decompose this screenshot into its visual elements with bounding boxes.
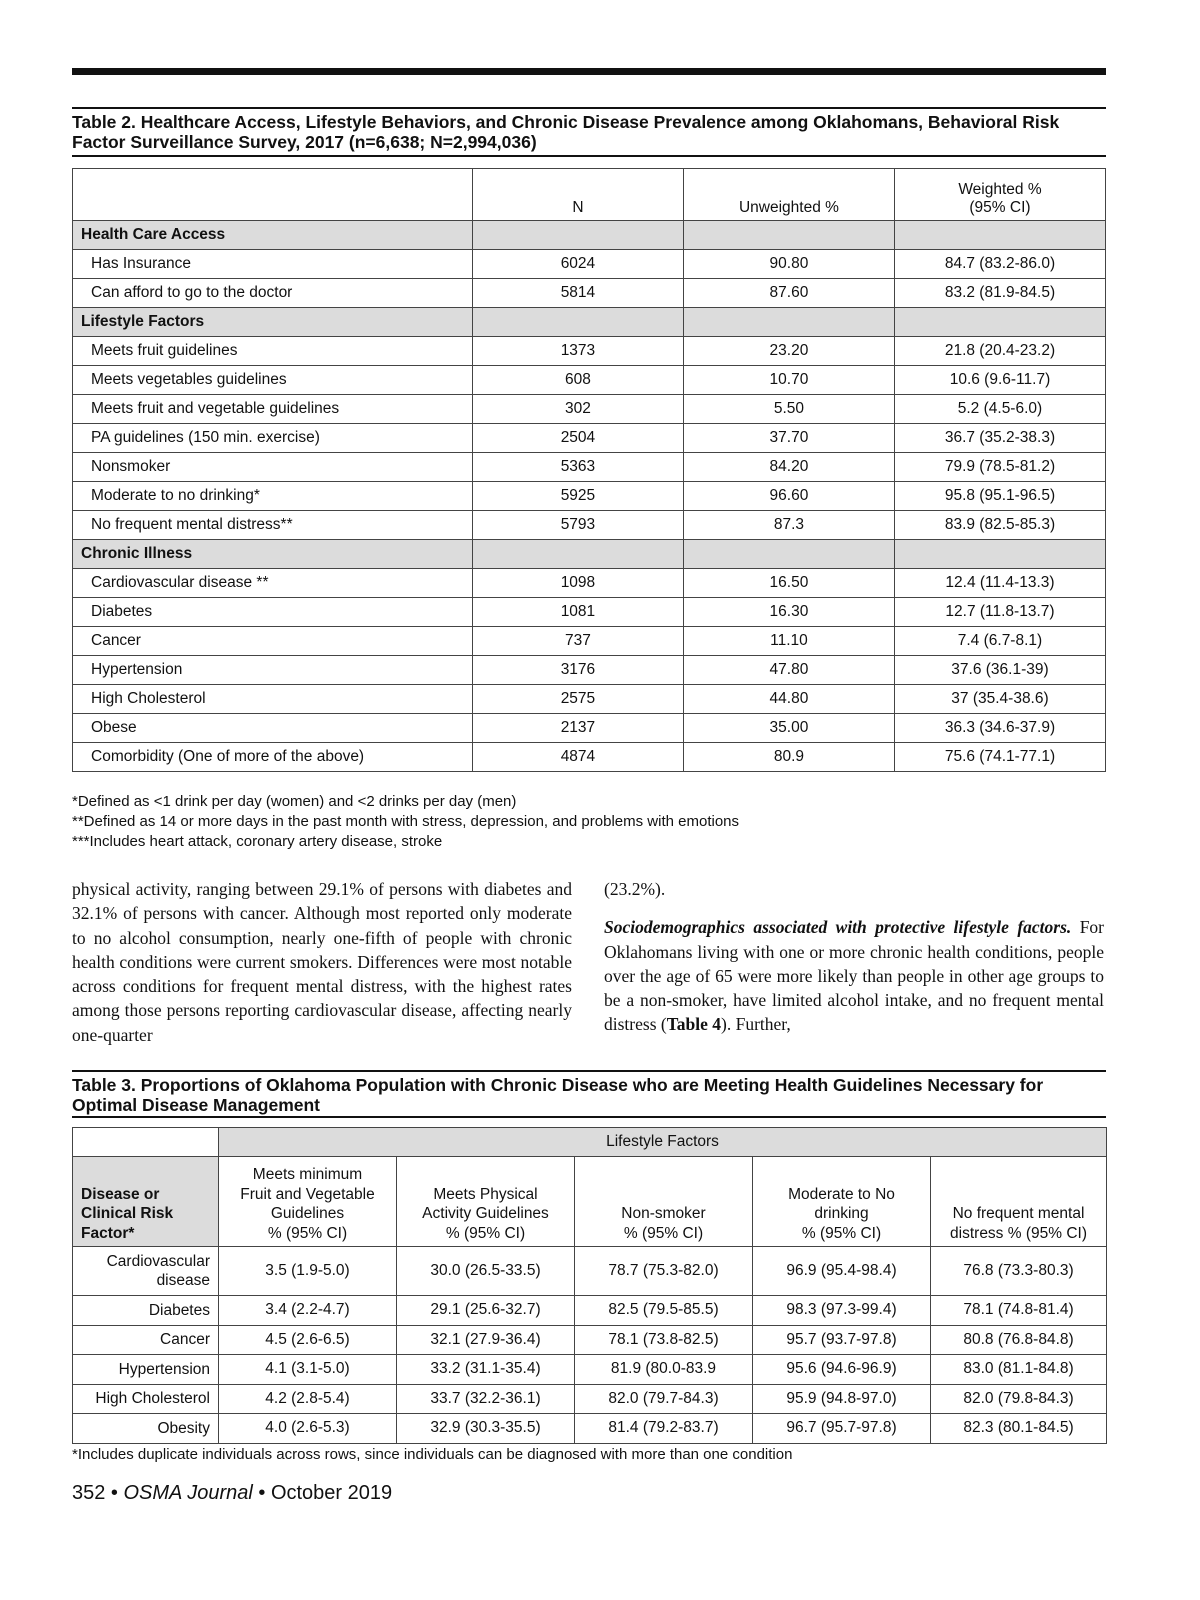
body-paragraph-end: (23.2%).: [604, 879, 666, 899]
table2-cell: 83.9 (82.5-85.3): [894, 511, 1105, 540]
table2-header-blank: [73, 169, 473, 221]
table3: [72, 1127, 1107, 1444]
table2-cell: 5925: [472, 482, 683, 511]
body-paragraph: physical activity, ranging between 29.1% of persons with diabetes and 32.1% of persons with cancer. Although most reported only moderate to no alcohol consumption, nearly one-fifth of people with chronic health conditions were current smokers. Differences were most notable across conditions for frequent mental distress, with the highest rates among those persons reporting cardiovascular disease, affecting nearly one-quarter: [72, 879, 572, 1045]
table3-cell: 4.2 (2.8-5.4): [219, 1384, 397, 1414]
table2-cell: 87.3: [683, 511, 894, 540]
table2-section-blank: [683, 221, 894, 250]
table3-cell: 4.1 (3.1-5.0): [219, 1355, 397, 1385]
table3-column-header: Meets minimum Fruit and Vegetable Guidelines % (95% CI): [219, 1157, 397, 1247]
page-number: 352: [72, 1482, 106, 1504]
table3-column-header: Non-smoker % (95% CI): [575, 1157, 753, 1247]
table2-cell: 12.4 (11.4-13.3): [894, 569, 1105, 598]
table2-cell: 90.80: [683, 250, 894, 279]
table2-title: Table 2. Healthcare Access, Lifestyle Behaviors, and Chronic Disease Prevalence among Oklahomans, Behavioral Risk Factor Surveillance Survey, 2017 (n=6,638; N=2,994,036): [72, 107, 1106, 157]
table2-row-label: Comorbidity (One of more of the above): [73, 743, 473, 772]
table-row: [73, 1414, 1107, 1444]
table2-section-title: Health Care Access: [73, 221, 473, 250]
table2-notes: [72, 792, 1106, 852]
table3-column-header: No frequent mental distress % (95% CI): [931, 1157, 1107, 1247]
table2-row-label: Moderate to no drinking*: [73, 482, 473, 511]
table2-cell: 87.60: [683, 279, 894, 308]
table3-cell: 81.4 (79.2-83.7): [575, 1414, 753, 1444]
table2-row-label: Obese: [73, 714, 473, 743]
table3-cell: 30.0 (26.5-33.5): [397, 1247, 575, 1296]
issue-date: October 2019: [270, 1482, 393, 1504]
table3-cell: 78.1 (73.8-82.5): [575, 1325, 753, 1355]
table3-row-header: Disease or Clinical Risk Factor*: [73, 1157, 219, 1247]
table2-cell: 1081: [472, 598, 683, 627]
table3-cell: 3.4 (2.2-4.7): [219, 1296, 397, 1326]
table4-reference: Table 4: [666, 1014, 722, 1035]
table-row: [73, 1247, 1107, 1296]
table3-cell: 76.8 (73.3-80.3): [931, 1247, 1107, 1296]
table3-cell: 98.3 (97.3-99.4): [753, 1296, 931, 1326]
table3-row-label: Diabetes: [73, 1296, 219, 1326]
table2-section-blank: [472, 308, 683, 337]
table2-note: *Defined as <1 drink per day (women) and <2 drinks per day (men): [72, 793, 517, 810]
table2-cell: 10.70: [683, 366, 894, 395]
table2-header-weighted: Weighted % (95% CI): [894, 169, 1105, 221]
table2-cell: 3176: [472, 656, 683, 685]
table2-cell: 302: [472, 395, 683, 424]
table3-cell: 33.7 (32.2-36.1): [397, 1384, 575, 1414]
table-row: [73, 395, 1106, 424]
table2-section-blank: [683, 308, 894, 337]
table2: [72, 168, 1106, 772]
table3-group-row: [73, 1128, 1107, 1157]
table2-cell: 10.6 (9.6-11.7): [894, 366, 1105, 395]
table2-cell: 1373: [472, 337, 683, 366]
table3-cell: 82.5 (79.5-85.5): [575, 1296, 753, 1326]
table3-cell: 96.9 (95.4-98.4): [753, 1247, 931, 1296]
body-column-left: [72, 877, 572, 1047]
table2-section-blank: [894, 221, 1105, 250]
table2-cell: 5363: [472, 453, 683, 482]
table2-cell: 2504: [472, 424, 683, 453]
table-row: [73, 569, 1106, 598]
table2-section-row: [73, 221, 1106, 250]
table-row: [73, 714, 1106, 743]
table2-cell: 23.20: [683, 337, 894, 366]
table3-cell: 95.9 (94.8-97.0): [753, 1384, 931, 1414]
table3-cell: 81.9 (80.0-83.9: [575, 1355, 753, 1385]
table3-cell: 33.2 (31.1-35.4): [397, 1355, 575, 1385]
table2-cell: 5.2 (4.5-6.0): [894, 395, 1105, 424]
journal-name: OSMA Journal: [123, 1482, 253, 1504]
table3-cell: 95.6 (94.6-96.9): [753, 1355, 931, 1385]
table3-cell: 82.3 (80.1-84.5): [931, 1414, 1107, 1444]
table2-cell: 21.8 (20.4-23.2): [894, 337, 1105, 366]
table2-note: **Defined as 14 or more days in the past month with stress, depression, and problems with emotions: [72, 813, 740, 830]
table2-cell: 7.4 (6.7-8.1): [894, 627, 1105, 656]
table2-cell: 16.50: [683, 569, 894, 598]
table2-cell: 80.9: [683, 743, 894, 772]
table2-row-label: Meets vegetables guidelines: [73, 366, 473, 395]
table2-cell: 16.30: [683, 598, 894, 627]
table2-cell: 2137: [472, 714, 683, 743]
table3-cell: 83.0 (81.1-84.8): [931, 1355, 1107, 1385]
table2-cell: 37.6 (36.1-39): [894, 656, 1105, 685]
table-row: [73, 482, 1106, 511]
table2-section-blank: [472, 221, 683, 250]
table2-cell: 11.10: [683, 627, 894, 656]
table2-section-row: [73, 308, 1106, 337]
table2-cell: 84.20: [683, 453, 894, 482]
table2-section-title: Chronic Illness: [73, 540, 473, 569]
table3-cell: 82.0 (79.8-84.3): [931, 1384, 1107, 1414]
table-row: [73, 1296, 1107, 1326]
table-row: [73, 627, 1106, 656]
table2-row-label: Meets fruit and vegetable guidelines: [73, 395, 473, 424]
table-row: [73, 511, 1106, 540]
table3-note: *Includes duplicate individuals across rows, since individuals can be diagnosed with more than one condition: [72, 1446, 793, 1463]
table-row: [73, 250, 1106, 279]
table3-cell: 80.8 (76.8-84.8): [931, 1325, 1107, 1355]
table2-cell: 83.2 (81.9-84.5): [894, 279, 1105, 308]
table-row: [73, 279, 1106, 308]
table3-header-row: [73, 1157, 1107, 1247]
table3-cell: 4.5 (2.6-6.5): [219, 1325, 397, 1355]
table3-column-header: Moderate to No drinking % (95% CI): [753, 1157, 931, 1247]
table2-cell: 79.9 (78.5-81.2): [894, 453, 1105, 482]
table3-row-label: Cancer: [73, 1325, 219, 1355]
table3-row-label: Obesity: [73, 1414, 219, 1444]
table2-row-label: Cancer: [73, 627, 473, 656]
table3-cell: 78.1 (74.8-81.4): [931, 1296, 1107, 1326]
table3-row-label: Hypertension: [73, 1355, 219, 1385]
table2-section-title: Lifestyle Factors: [73, 308, 473, 337]
table2-cell: 36.7 (35.2-38.3): [894, 424, 1105, 453]
section-subheading: Sociodemographics associated with protective lifestyle factors.: [604, 917, 1072, 938]
table2-row-label: Has Insurance: [73, 250, 473, 279]
table2-header-unweighted: Unweighted %: [683, 169, 894, 221]
table3-column-header: Meets Physical Activity Guidelines % (95% CI): [397, 1157, 575, 1247]
table2-cell: 6024: [472, 250, 683, 279]
table3-cell: 95.7 (93.7-97.8): [753, 1325, 931, 1355]
table3-cell: 78.7 (75.3-82.0): [575, 1247, 753, 1296]
table2-section-row: [73, 540, 1106, 569]
table3-cell: 29.1 (25.6-32.7): [397, 1296, 575, 1326]
table3-cell: 32.9 (30.3-35.5): [397, 1414, 575, 1444]
table-row: [73, 453, 1106, 482]
table3-cell: 32.1 (27.9-36.4): [397, 1325, 575, 1355]
table2-section-blank: [894, 540, 1105, 569]
table2-cell: 36.3 (34.6-37.9): [894, 714, 1105, 743]
table2-row-label: Hypertension: [73, 656, 473, 685]
table-row: [73, 1325, 1107, 1355]
table2-row-label: Meets fruit guidelines: [73, 337, 473, 366]
table2-cell: 1098: [472, 569, 683, 598]
table3-title: Table 3. Proportions of Oklahoma Population with Chronic Disease who are Meeting Health Guidelines Necessary for Optimal Disease Management: [72, 1070, 1106, 1118]
table2-cell: 2575: [472, 685, 683, 714]
table-row: [73, 743, 1106, 772]
table3-row-label: High Cholesterol: [73, 1384, 219, 1414]
table3-row-label: Cardiovascular disease: [73, 1247, 219, 1296]
table2-cell: 37 (35.4-38.6): [894, 685, 1105, 714]
header-rule: [72, 68, 1106, 75]
table2-cell: 5.50: [683, 395, 894, 424]
table2-cell: 35.00: [683, 714, 894, 743]
table2-row-label: No frequent mental distress**: [73, 511, 473, 540]
table3-group-header: Lifestyle Factors: [219, 1128, 1107, 1157]
table2-cell: 5814: [472, 279, 683, 308]
table2-header-row: [73, 169, 1106, 221]
table2-cell: 96.60: [683, 482, 894, 511]
table3-cell: 4.0 (2.6-5.3): [219, 1414, 397, 1444]
table2-row-label: Nonsmoker: [73, 453, 473, 482]
table2-cell: 5793: [472, 511, 683, 540]
table2-row-label: Cardiovascular disease **: [73, 569, 473, 598]
table3-cell: 96.7 (95.7-97.8): [753, 1414, 931, 1444]
body-column-right: [604, 877, 1104, 1037]
table-row: [73, 424, 1106, 453]
table2-cell: 12.7 (11.8-13.7): [894, 598, 1105, 627]
table2-section-blank: [472, 540, 683, 569]
table2-header-n: N: [472, 169, 683, 221]
table-row: [73, 366, 1106, 395]
table3-cell: 3.5 (1.9-5.0): [219, 1247, 397, 1296]
table-row: [73, 598, 1106, 627]
table2-row-label: Can afford to go to the doctor: [73, 279, 473, 308]
table2-section-blank: [683, 540, 894, 569]
table2-row-label: High Cholesterol: [73, 685, 473, 714]
table2-cell: 75.6 (74.1-77.1): [894, 743, 1105, 772]
page-footer: 352 • OSMA Journal • October 2019: [72, 1482, 393, 1504]
table2-cell: 95.8 (95.1-96.5): [894, 482, 1105, 511]
table2-cell: 84.7 (83.2-86.0): [894, 250, 1105, 279]
table2-cell: 608: [472, 366, 683, 395]
table2-cell: 37.70: [683, 424, 894, 453]
table-row: [73, 1355, 1107, 1385]
table2-section-blank: [894, 308, 1105, 337]
body-paragraph: Sociodemographics associated with protective lifestyle factors. For Oklahomans living with one or more chronic health conditions, people over the age of 65 were more likely than people in other age groups to be a non-smoker, have limited alcohol intake, and no frequent mental distress (Table 4). Further,: [604, 917, 1105, 1035]
table2-cell: 737: [472, 627, 683, 656]
table2-note: ***Includes heart attack, coronary artery disease, stroke: [72, 833, 443, 850]
table-row: [73, 1384, 1107, 1414]
table2-cell: 44.80: [683, 685, 894, 714]
table3-cell: 82.0 (79.7-84.3): [575, 1384, 753, 1414]
table-row: [73, 656, 1106, 685]
table2-row-label: Diabetes: [73, 598, 473, 627]
table3-corner-cell: [73, 1128, 219, 1157]
table-row: [73, 685, 1106, 714]
table2-cell: 4874: [472, 743, 683, 772]
table-row: [73, 337, 1106, 366]
table2-row-label: PA guidelines (150 min. exercise): [73, 424, 473, 453]
table2-cell: 47.80: [683, 656, 894, 685]
